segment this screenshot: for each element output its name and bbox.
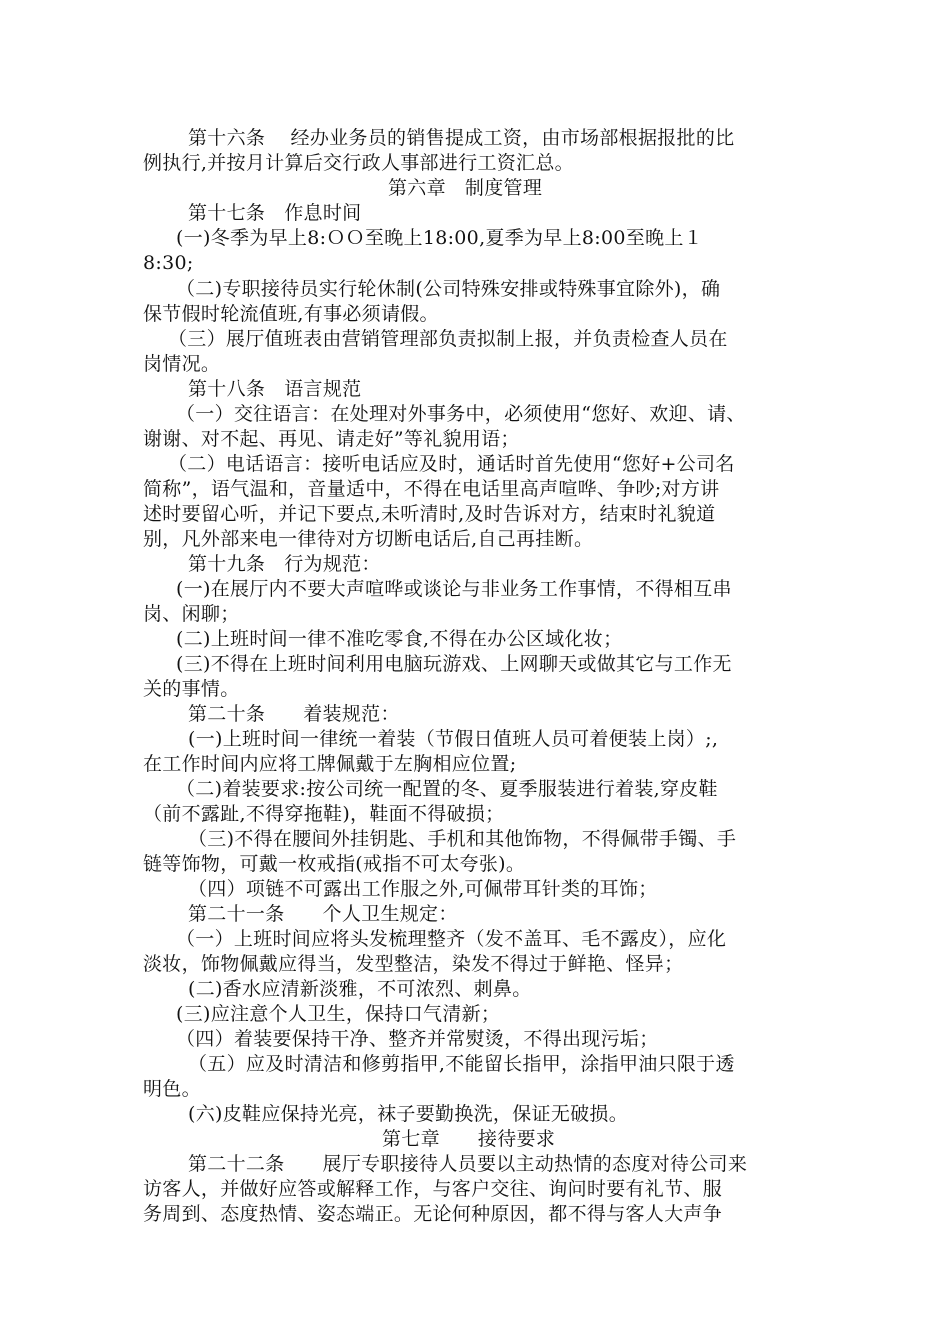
text-line: （三)不得在腰间外挂钥匙、手机和其他饰物，不得佩带手镯、手 [188,828,737,850]
text-line: （一）上班时间应将头发梳理整齐（发不盖耳、毛不露皮），应化 [176,928,727,950]
text-line: （二）电话语言：接听电话应及时，通话时首先使用“您好+公司名 [168,453,735,475]
text-line: 简称”，语气温和，音量适中，不得在电话里高声喧哗、争吵;对方讲 [143,478,720,500]
text-line: （二)着装要求:按公司统一配置的冬、夏季服装进行着装,穿皮鞋 [176,778,718,800]
text-line: 别，凡外部来电一律待对方切断电话后,自己再挂断。 [143,528,594,550]
text-line: （五）应及时清洁和修剪指甲,不能留长指甲，涂指甲油只限于透 [188,1053,735,1075]
article-heading: 第十八条 语言规范 [188,378,362,400]
article-heading: 第十九条 行为规范： [188,553,381,575]
text-line: 第二十二条 展厅专职接待人员要以主动热情的态度对待公司来 [188,1153,748,1175]
article-heading: 第十七条 作息时间 [188,202,362,224]
text-line: 谢谢、对不起、再见、请走好”等礼貌用语； [143,428,520,450]
chapter-heading: 第七章 接待要求 [382,1128,556,1150]
text-line: (三)应注意个人卫生，保持口气清新； [176,1003,501,1025]
text-line: （二)专职接待员实行轮休制(公司特殊安排或特殊事宜除外)，确 [176,278,721,300]
text-line: 明色。 [143,1078,201,1100]
text-line: 保节假时轮流值班,有事必须请假。 [143,303,439,325]
text-line: 淡妆，饰物佩戴应得当，发型整洁，染发不得过于鲜艳、怪异； [143,953,684,975]
text-line: 岗、闲聊； [143,603,240,625]
text-line: 在工作时间内应将工牌佩戴于左胸相应位置; [143,753,517,775]
text-line: 链等饰物，可戴一枚戒指(戒指不可太夸张)。 [143,853,526,875]
text-line: 岗情况。 [143,353,221,375]
text-line: 8:30; [143,252,194,274]
text-line: (二)香水应清新淡雅，不可浓烈、刺鼻。 [188,978,532,1000]
text-line: (六)皮鞋应保持光亮，袜子要勤换洗，保证无破损。 [188,1103,629,1125]
text-line: （四）项链不可露出工作服之外,可佩带耳针类的耳饰； [188,878,658,900]
article-heading: 第二十条 着装规范： [188,703,400,725]
text-line: 述时要留心听，并记下要点,未听清时,及时告诉对方，结束时礼貌道 [143,503,716,525]
text-line: （一）交往语言：在处理对外事务中，必须使用“您好、欢迎、请、 [176,403,746,425]
text-line: （三）展厅值班表由营销管理部负责拟制上报，并负责检查人员在 [168,328,728,350]
text-line: （四）着装要保持干净、整齐并常熨烫，不得出现污垢； [176,1028,659,1050]
text-line: 访客人，并做好应答或解释工作，与客户交往、询问时要有礼节、服 [143,1178,723,1200]
text-line: (一)冬季为早上8:ＯＯ至晚上18:00,夏季为早上8:00至晚上１ [176,227,703,249]
text-line: 例执行,并按月计算后交行政人事部进行工资汇总。 [143,152,574,174]
text-line: (二)上班时间一律不准吃零食,不得在办公区域化妆； [176,628,623,650]
text-line: （前不露趾,不得穿拖鞋)，鞋面不得破损； [143,803,505,825]
text-line: (一)在展厅内不要大声喧哗或谈论与非业务工作事情，不得相互串 [176,578,732,600]
chapter-heading: 第六章 制度管理 [388,177,543,199]
text-line: (三)不得在上班时间利用电脑玩游戏、上网聊天或做其它与工作无 [176,653,732,675]
article-heading: 第二十一条 个人卫生规定： [188,903,458,925]
text-line: 关的事情。 [143,678,240,700]
text-line: (一)上班时间一律统一着装（节假日值班人员可着便装上岗）;, [188,728,719,750]
text-line: 务周到、态度热情、姿态端正。无论何种原因，都不得与客人大声争 [143,1203,723,1225]
text-line: 第十六条 经办业务员的销售提成工资，由市场部根据报批的比 [188,127,735,149]
